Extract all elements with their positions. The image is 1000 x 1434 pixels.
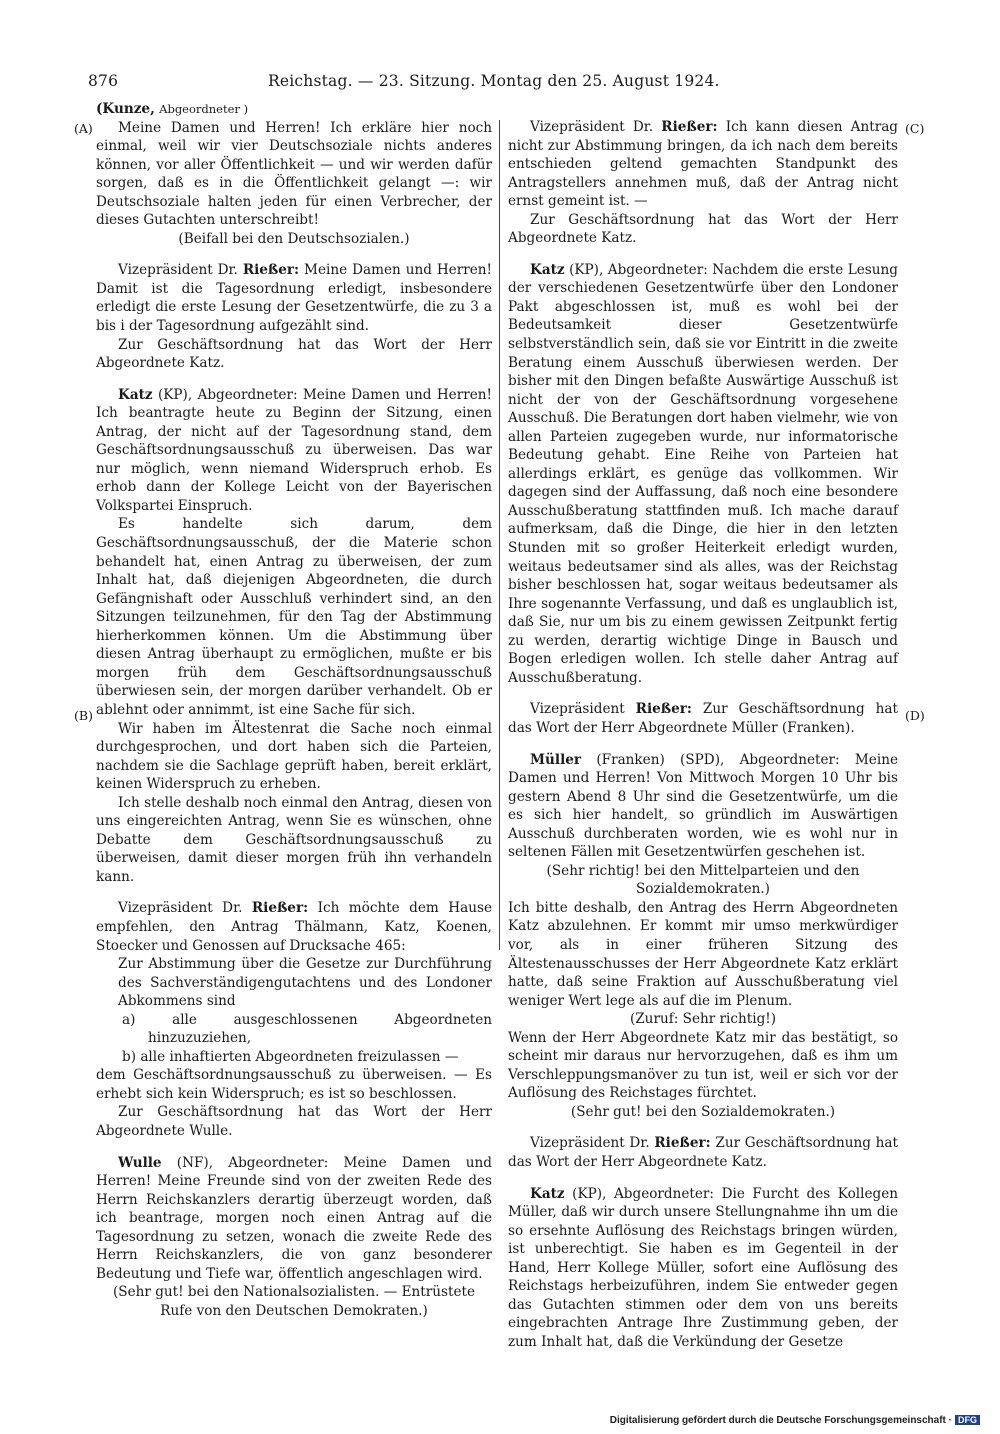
speech-text: (KP), Abgeordneter: Meine Damen und Herren! Ich beantragte heute zu Beginn der Sitzung, einen Antrag, der nicht auf der Tagesordnung stand, dem Geschäftsordnungsausschuß zu überweisen. Das war nur möglich, wenn niemand Widerspruch erhob. Es erhob dann der Kollege Leicht von der Bayerischen Volkspartei Einspruch. — [96, 386, 492, 514]
motion-item: a) alle ausgeschlossenen Abgeordneten hinzuzuziehen, — [122, 1011, 492, 1047]
paragraph — [508, 118, 898, 211]
margin-marker-a: (A) — [74, 121, 93, 136]
margin-marker-b: (B) — [74, 708, 93, 723]
paragraph — [96, 386, 492, 516]
speaker-title: Vizepräsident Dr. — [530, 119, 662, 135]
interjection: (Beifall bei den Deutschsozialen.) — [178, 230, 410, 247]
left-column — [96, 100, 492, 1320]
margin-marker-c: (C) — [905, 121, 925, 136]
paragraph: Zur Geschäftsordnung hat das Wort der Herr Abgeordnete Katz. — [96, 336, 492, 372]
running-title: Reichstag. — 23. Sitzung. Montag den 25. August 1924. — [268, 72, 720, 90]
interjection: (Sehr gut! bei den Nationalsozialisten. — Entrüstete Rufe von den Deutschen Demokraten.) — [112, 1284, 476, 1319]
speaker-title: Vizepräsident Dr. — [118, 262, 243, 279]
paragraph: Zur Geschäftsordnung hat das Wort der Herr Abgeordnete Katz. — [508, 211, 898, 247]
speaker-title: Vizepräsident — [530, 701, 636, 718]
paragraph — [508, 1185, 898, 1352]
speaker-name: Rießer: — [242, 262, 300, 279]
speaker-name: Rießer: — [654, 1135, 711, 1152]
paragraph: Ich stelle deshalb noch einmal den Antrag, diesen von uns eingereichten Antrag, wenn Sie es wünschen, ohne Debatte dem Geschäftsordnungsausschuß zu überweisen, damit dieser morgen früh ihn verhandeln kann. — [96, 794, 492, 885]
speech-text: (NF), Abgeordneter: Meine Damen und Herren! Meine Freunde sind von der zweiten Rede des Herrn Reichskanzlers derartig überzeugt worden, daß ich beantrage, morgen noch einen Antrag auf die Tagesordnung zu setzen, wonach die zweite Rede des Herrn Reichskanzlers, die von ganz besonderer Bedeutung und Tiefe war, öffentlich angeschlagen wird. — [96, 1154, 492, 1282]
paragraph — [96, 899, 492, 955]
paragraph: Meine Damen und Herren! Ich erkläre hier noch einmal, weil wir vier Deutschsoziale nichts anderes können, vor aller Öffentlichkeit — und wir werden dafür sorgen, daß es in die Öffentlichkeit gelangt —: wir Deutschsoziale halten jeden für einen Verbrecher, der dieses Gutachten unterschreibt! — [96, 119, 492, 229]
margin-marker-d: (D) — [905, 708, 925, 723]
speech-text: Ich möchte dem Hause empfehlen, den Antrag Thälmann, Katz, Koenen, Stoecker und Genossen auf Drucksache 465: — [96, 900, 492, 954]
paragraph: Ich bitte deshalb, den Antrag des Herrn Abgeordneten Katz abzulehnen. Er kommt mir umso merkwürdiger vor, als in einer früheren Sitzung des Ältestenausschusses der Herr Abgeordnete Katz erklärt hatte, daß seine Fraktion auf Ausschußberatung viel weniger Wert lege als auf die im Plenum. — [508, 899, 898, 1009]
speaker-role: Abgeordneter ) — [159, 102, 249, 116]
speaker-title: Vizepräsident Dr. — [118, 900, 252, 917]
speaker-title: Vizepräsident Dr. — [530, 1135, 655, 1152]
interjection: (Zuruf: Sehr richtig!) — [629, 1011, 777, 1028]
speaker-name: Rießer: — [635, 701, 692, 718]
paragraph — [508, 261, 898, 688]
speaker-name: Müller — [530, 751, 582, 768]
paragraph — [508, 1134, 898, 1171]
speaker-name: Wulle — [118, 1154, 162, 1171]
paragraph — [508, 700, 898, 737]
paragraph — [96, 1154, 492, 1284]
paragraph: Wir haben im Ältestenrat die Sache noch einmal durchgesprochen, und dort haben sich die Parteien, nachdem sie die Sachlage geprüft haben, bereit erklärt, keinen Widerspruch zu erheben. — [96, 720, 492, 793]
paragraph: Wenn der Herr Abgeordnete Katz mir das bestätigt, so scheint mir daraus nur hervorzugehen, daß es ihm um Verschleppungsmanöver zu tun ist, weil er sich vor der Auflösung des Reichstages fürchtet. — [508, 1029, 898, 1102]
paragraph-speaker-continued — [96, 100, 492, 119]
paragraph: Es handelte sich darum, dem Geschäftsordnungsausschuß, der die Materie schon behandelt hat, einen Antrag zu überweisen, der zum Inhalt hat, daß diejenigen Abgeordneten, die durch Gefängnishaft oder Ausschluß verhindert sind, an den Sitzungen teilzunehmen, für den Tag der Abstimmung hierherkommen können. Um die Abstimmung über diesen Antrag überhaupt zu ermöglichen, mußte er bis morgen früh dem Geschäftsordnungsausschuß überwiesen sein, der morgen darüber verhandelt. Ob er ablehnt oder annimmt, ist eine Sache für sich. — [96, 516, 492, 718]
speech-text: Ich kann diesen Antrag nicht zur Abstimmung bringen, da ich nach dem bereits entschieden geltend gemachten Standpunkt des Antragstellers annehmen muß, daß der Antrag nicht ernst gemeint ist. — — [508, 119, 898, 210]
speech-text: Meine Damen und Herren! Damit ist die Tagesordnung erledigt, insbesondere erledigt die erste Lesung der Gesetzentwürfe, die zu 3 a bis i der Tagesordnung aufgezählt sind. — [96, 262, 492, 335]
speech-text: (KP), Abgeordneter: Die Furcht des Kollegen Müller, daß wir durch unsere Stellungnahme ihn um die so ersehnte Auflösung des Reichstags bringen würden, ist unberechtigt. Sie haben es im Gegenteil in der Hand, Herr Kollege Müller, sofort eine Auflösung des Reichstags herbeizuführen, indem Sie entweder gegen das Gutachten stimmen oder dem von uns bereits eingebrachten Antrage Ihre Zustimmung geben, der zum Inhalt hat, daß die Verkündung der Gesetze — [508, 1185, 898, 1350]
paragraph — [96, 261, 492, 335]
speech-text: Zur Geschäftsordnung hat das Wort der Herr Abgeordnete Müller (Franken). — [508, 701, 898, 736]
speaker-name: (Kunze, — [96, 101, 155, 117]
column-rule — [499, 120, 500, 950]
page-number: 876 — [88, 72, 119, 90]
interjection: (Sehr richtig! bei den Mittelparteien und den Sozialdemokraten.) — [546, 862, 860, 898]
paragraph: Zur Geschäftsordnung hat das Wort der Herr Abgeordnete Wulle. — [96, 1104, 492, 1139]
page-header — [88, 72, 908, 96]
dfg-logo: DFG — [955, 1415, 980, 1425]
speech-text: Zur Geschäftsordnung hat das Wort der Herr Abgeordnete Katz. — [508, 1135, 898, 1170]
speech-text: (KP), Abgeordneter: Nachdem die erste Lesung der verschiedenen Gesetzentwürfe über den Londoner Pakt abgeschlossen ist, muß es wohl bei der Bedeutsamkeit dieser Gesetzentwürfe selbstverständlich sein, daß sie vor Eintritt in die zweite Beratung einem Ausschuß überwiesen werden. Der bisher mit den Dingen befaßte Auswärtige Ausschuß ist nicht der von der Geschäftsordnung vorgesehene Ausschuß. Die Beratungen dort haben vielmehr, wie von allen Parteien zugegeben wurde, nur informatorische Bedeutung gehabt. Eine Reihe von Parteien hat allerdings erklärt, es genüge das vollkommen. Wir dagegen sind der Auffassung, daß noch eine besondere Ausschußberatung stattfinden muß. Ich mache darauf aufmerksam, daß die Dinge, die hier in den letzten Stunden mit so großer Heiterkeit erledigt wurden, weitaus bedeutsamer sind als alles, was der Reichstag bisher beschlossen hat, sogar weitaus bedeutsamer als Ihre sogenannte Verfassung, und daß es unglaublich ist, daß Sie, nur um bis zu einem gewissen Zeitpunkt fertig zu werden, derartig wichtige Dinge in Bausch und Bogen erledigen wollen. Ich stelle daher Antrag auf Ausschußberatung. — [508, 261, 898, 686]
interjection: (Sehr gut! bei den Sozialdemokraten.) — [570, 1103, 836, 1120]
paragraph — [508, 751, 898, 862]
quoted-motion: Zur Abstimmung über die Gesetze zur Durchführung des Sachverständigengutachtens und des Londoner Abkommens sind — [118, 956, 492, 1010]
speaker-name: Katz — [118, 386, 153, 403]
speaker-name: Rießer: — [251, 900, 309, 917]
motion-item: b) alle inhaftierten Abgeordneten freizulassen — — [122, 1048, 459, 1065]
speaker-name: Rießer: — [661, 119, 718, 135]
right-column — [508, 118, 898, 1351]
footer-text: Digitalisierung gefördert durch die Deutsche Forschungsgemeinschaft · — [609, 1415, 952, 1426]
speech-text: (Franken) (SPD), Abgeordneter: Meine Damen und Herren! Von Mittwoch Morgen 10 Uhr bis gestern Abend 8 Uhr sind die Gesetzentwürfe, um die es sich hier handelt, so gründlich im Auswärtigen Ausschuß durchberaten worden, wie es wohl nur in seltenen Fällen mit Gesetzentwürfen geschehen ist. — [508, 751, 898, 861]
digitization-footer — [610, 1415, 980, 1426]
speaker-name: Katz — [530, 261, 565, 278]
paragraph: dem Geschäftsordnungsausschuß zu überweisen. — Es erhebt sich kein Widerspruch; es ist so beschlossen. — [96, 1067, 492, 1102]
speaker-name: Katz — [530, 1185, 565, 1202]
